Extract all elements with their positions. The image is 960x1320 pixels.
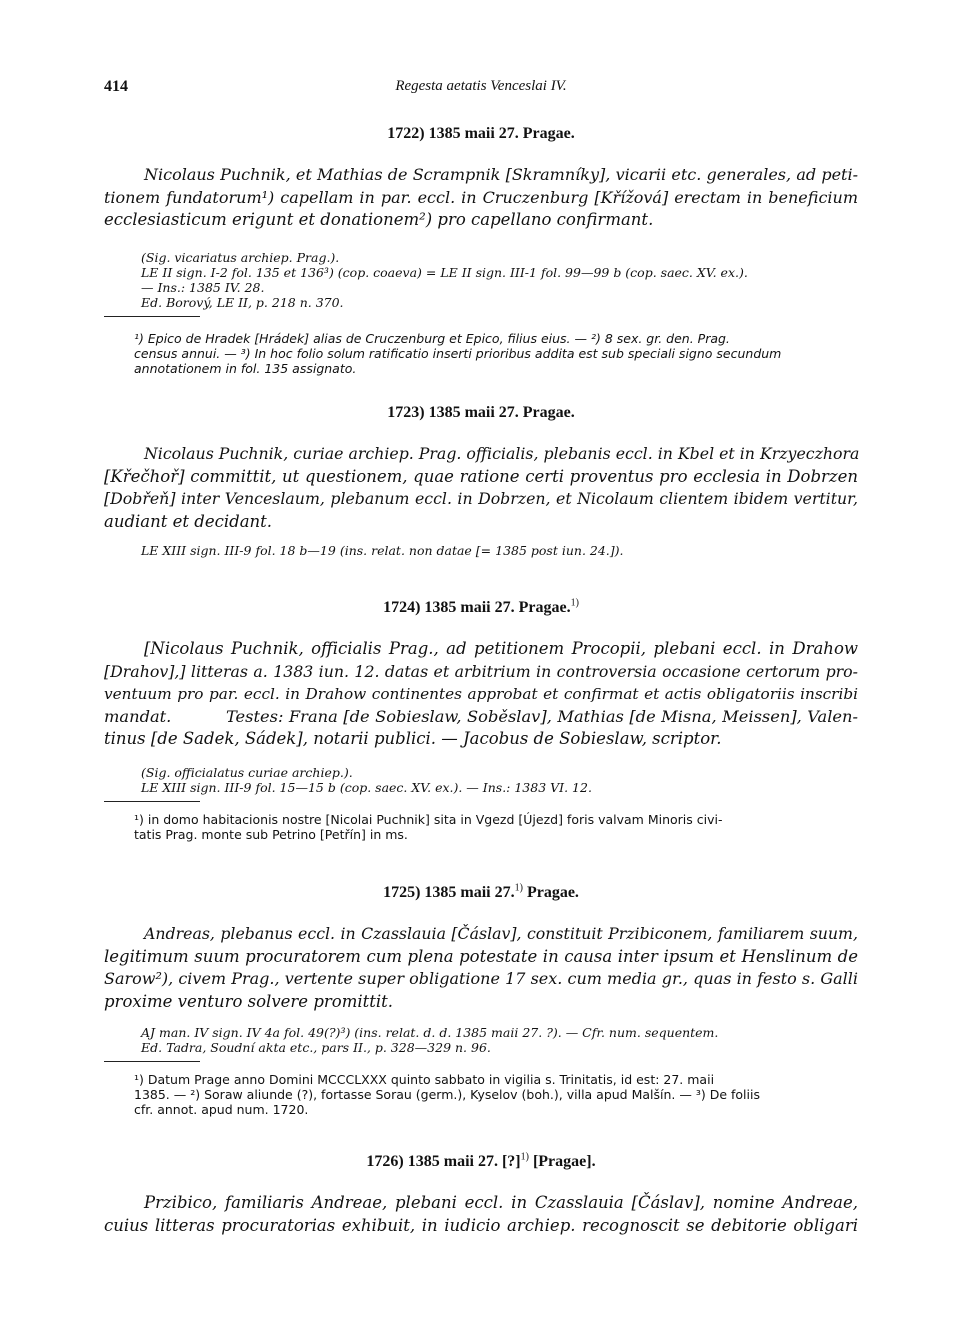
entry-heading-place: [Pragae]. <box>528 1153 596 1170</box>
entry-body <box>104 164 858 232</box>
body-line: cuius litteras procuratorias exhibuit, in iudicio archiep. recognoscit se debitorie obligari <box>104 1215 858 1235</box>
source-line: LE XIII sign. III-9 fol. 15—15 b (cop. saec. XV. ex.). — Ins.: 1383 VI. 12. <box>141 779 592 795</box>
source-line: LE II sign. I-2 fol. 135 et 136³) (cop. coaeva) = LE II sign. III-1 fol. 99—99 b (cop. saec. XV. ex.). <box>141 264 748 280</box>
entry-heading <box>104 1152 858 1172</box>
page-number: 414 <box>104 78 128 95</box>
entry-1726 <box>104 1152 858 1237</box>
entry-heading-place: Pragae. <box>522 884 579 901</box>
body-line: [Drahov],] litteras a. 1383 iun. 12. datas et arbitrium in controversia occasione certorum pro- <box>104 661 858 681</box>
footnote-line: 1385. — ²) Soraw aliunde (?), fortasse Sorau (germ.), Kyselov (boh.), villa apud Malšín. — ³) De foliis <box>134 1087 760 1102</box>
body-line: mandat. Testes: Frana [de Sobieslaw, Soběslav], Mathias [de Misna, Meissen], Valen- <box>104 706 858 726</box>
footnote-rule <box>104 801 200 802</box>
body-line: audiant et decidant. <box>104 511 273 531</box>
entry-heading <box>104 598 858 618</box>
body-line: ventuum pro par. eccl. in Drahow continentes approbat et confirmat et actis obligatoriis inscribi <box>104 685 858 703</box>
body-line: legitimum suum procuratorem cum plena potestate in causa inter ipsum et Henslinum de <box>104 946 858 966</box>
running-title: Regesta aetatis Venceslai IV. <box>395 78 567 94</box>
body-line: Andreas, plebanus eccl. in Czasslauia [Čáslav], constituit Przibiconem, familiarem suum, <box>144 924 858 943</box>
source-block <box>104 543 858 558</box>
entry-1723 <box>104 403 858 558</box>
body-line: Przibico, familiaris Andreae, plebani eccl. in Czasslauia [Čáslav], nomine Andreae, <box>144 1193 858 1212</box>
footnotes <box>104 1072 858 1117</box>
footnote-line: census annui. — ³) In hoc folio solum ratificatio inserti prioribus addita est sub speciali signo secundum <box>134 345 782 361</box>
body-line: [Křečhoř] committit, ut questionem, quae ratione certi proventus pro ecclesia in Dobrzen <box>104 466 858 486</box>
source-block <box>104 250 858 310</box>
footnote-marker: 1) <box>520 1151 529 1163</box>
entry-heading <box>104 883 858 903</box>
entry-heading-text: 1724) 1385 maii 27. Pragae. <box>383 599 571 616</box>
body-line: ecclesiasticum erigunt et donationem²) pro capellano confirmant. <box>104 210 654 229</box>
footnote-line: cfr. annot. apud num. 1720. <box>134 1102 309 1117</box>
body-line: Nicolaus Puchnik, et Mathias de Scrampnik [Skramníky], vicarii etc. generales, ad peti- <box>144 165 858 184</box>
source-line: — Ins.: 1385 IV. 28. <box>141 279 265 295</box>
entry-heading: 1723) 1385 maii 27. Pragae. <box>387 404 575 421</box>
footnotes <box>104 812 858 842</box>
source-block <box>104 765 858 795</box>
entry-body <box>104 443 858 533</box>
entry-body <box>104 923 858 1013</box>
body-line: Sarow²), civem Prag., vertente super obligatione 17 sex. cum media gr., quas in festo s. Galli <box>104 969 858 988</box>
body-line: tionem fundatorum¹) capellam in par. eccl. in Cruczenburg [Křížová] erectam in beneficium <box>104 187 858 207</box>
entry-body <box>104 638 858 751</box>
footnote-rule <box>104 1061 200 1062</box>
footnotes <box>104 331 858 376</box>
footnote-line: annotationem in fol. 135 assignato. <box>134 360 357 376</box>
footnote-rule <box>104 316 200 317</box>
body-line: Nicolaus Puchnik, curiae archiep. Prag. officialis, plebanis eccl. in Kbel et in Krzyeczhora <box>144 444 860 463</box>
entry-body <box>104 1192 858 1237</box>
source-line: Ed. Tadra, Soudní akta etc., pars II., p. 328—329 n. 96. <box>141 1040 491 1055</box>
entry-1722 <box>104 124 858 376</box>
source-line: Ed. Borový, LE II, p. 218 n. 370. <box>141 294 344 310</box>
entry-heading: 1722) 1385 maii 27. Pragae. <box>387 125 575 142</box>
source-block <box>104 1025 858 1055</box>
entry-heading-text: 1726) 1385 maii 27. [?] <box>366 1153 521 1170</box>
source-line: LE XIII sign. III-9 fol. 18 b—19 (ins. relat. non datae [= 1385 post iun. 24.]). <box>141 543 624 558</box>
footnote-marker: 1) <box>514 882 523 894</box>
source-line: (Sig. officialatus curiae archiep.). <box>141 764 353 780</box>
footnote-marker: 1) <box>570 597 579 609</box>
footnote-line: tatis Prag. monte sub Petrino [Petřín] in ms. <box>134 826 408 842</box>
entry-heading-text: 1725) 1385 maii 27. <box>383 884 515 901</box>
body-line: [Nicolaus Puchnik, officialis Prag., ad petitionem Procopii, plebani eccl. in Drahow <box>144 639 858 658</box>
entry-1724 <box>104 598 858 842</box>
body-line: [Dobřeň] inter Venceslaum, plebanum eccl. in Dobrzen, et Nicolaum clientem ibidem vertitur, <box>104 489 858 508</box>
running-head <box>104 78 858 100</box>
source-line: (Sig. vicariatus archiep. Prag.). <box>141 249 340 265</box>
footnote-line: ¹) Datum Prage anno Domini MCCCLXXX quinto sabbato in vigilia s. Trinitatis, id est: 27. maii <box>134 1072 715 1087</box>
footnote-line: ¹) in domo habitacionis nostre [Nicolai Puchnik] sita in Vgezd [Újezd] foris valvam Minoris civi- <box>134 811 723 827</box>
source-line: AJ man. IV sign. IV 4a fol. 49(?)³) (ins. relat. d. d. 1385 maii 27. ?). — Cfr. num. sequentem. <box>141 1025 719 1040</box>
footnote-line: ¹) Epico de Hradek [Hrádek] alias de Cruczenburg et Epico, filius eius. — ²) 8 sex. gr. den. Prag. <box>134 330 730 346</box>
body-line: proxime venturo solvere promittit. <box>104 991 394 1011</box>
body-line: tinus [de Sadek, Sádek], notarii publici. — Jacobus de Sobieslaw, scriptor. <box>104 729 722 748</box>
entry-1725 <box>104 883 858 1117</box>
